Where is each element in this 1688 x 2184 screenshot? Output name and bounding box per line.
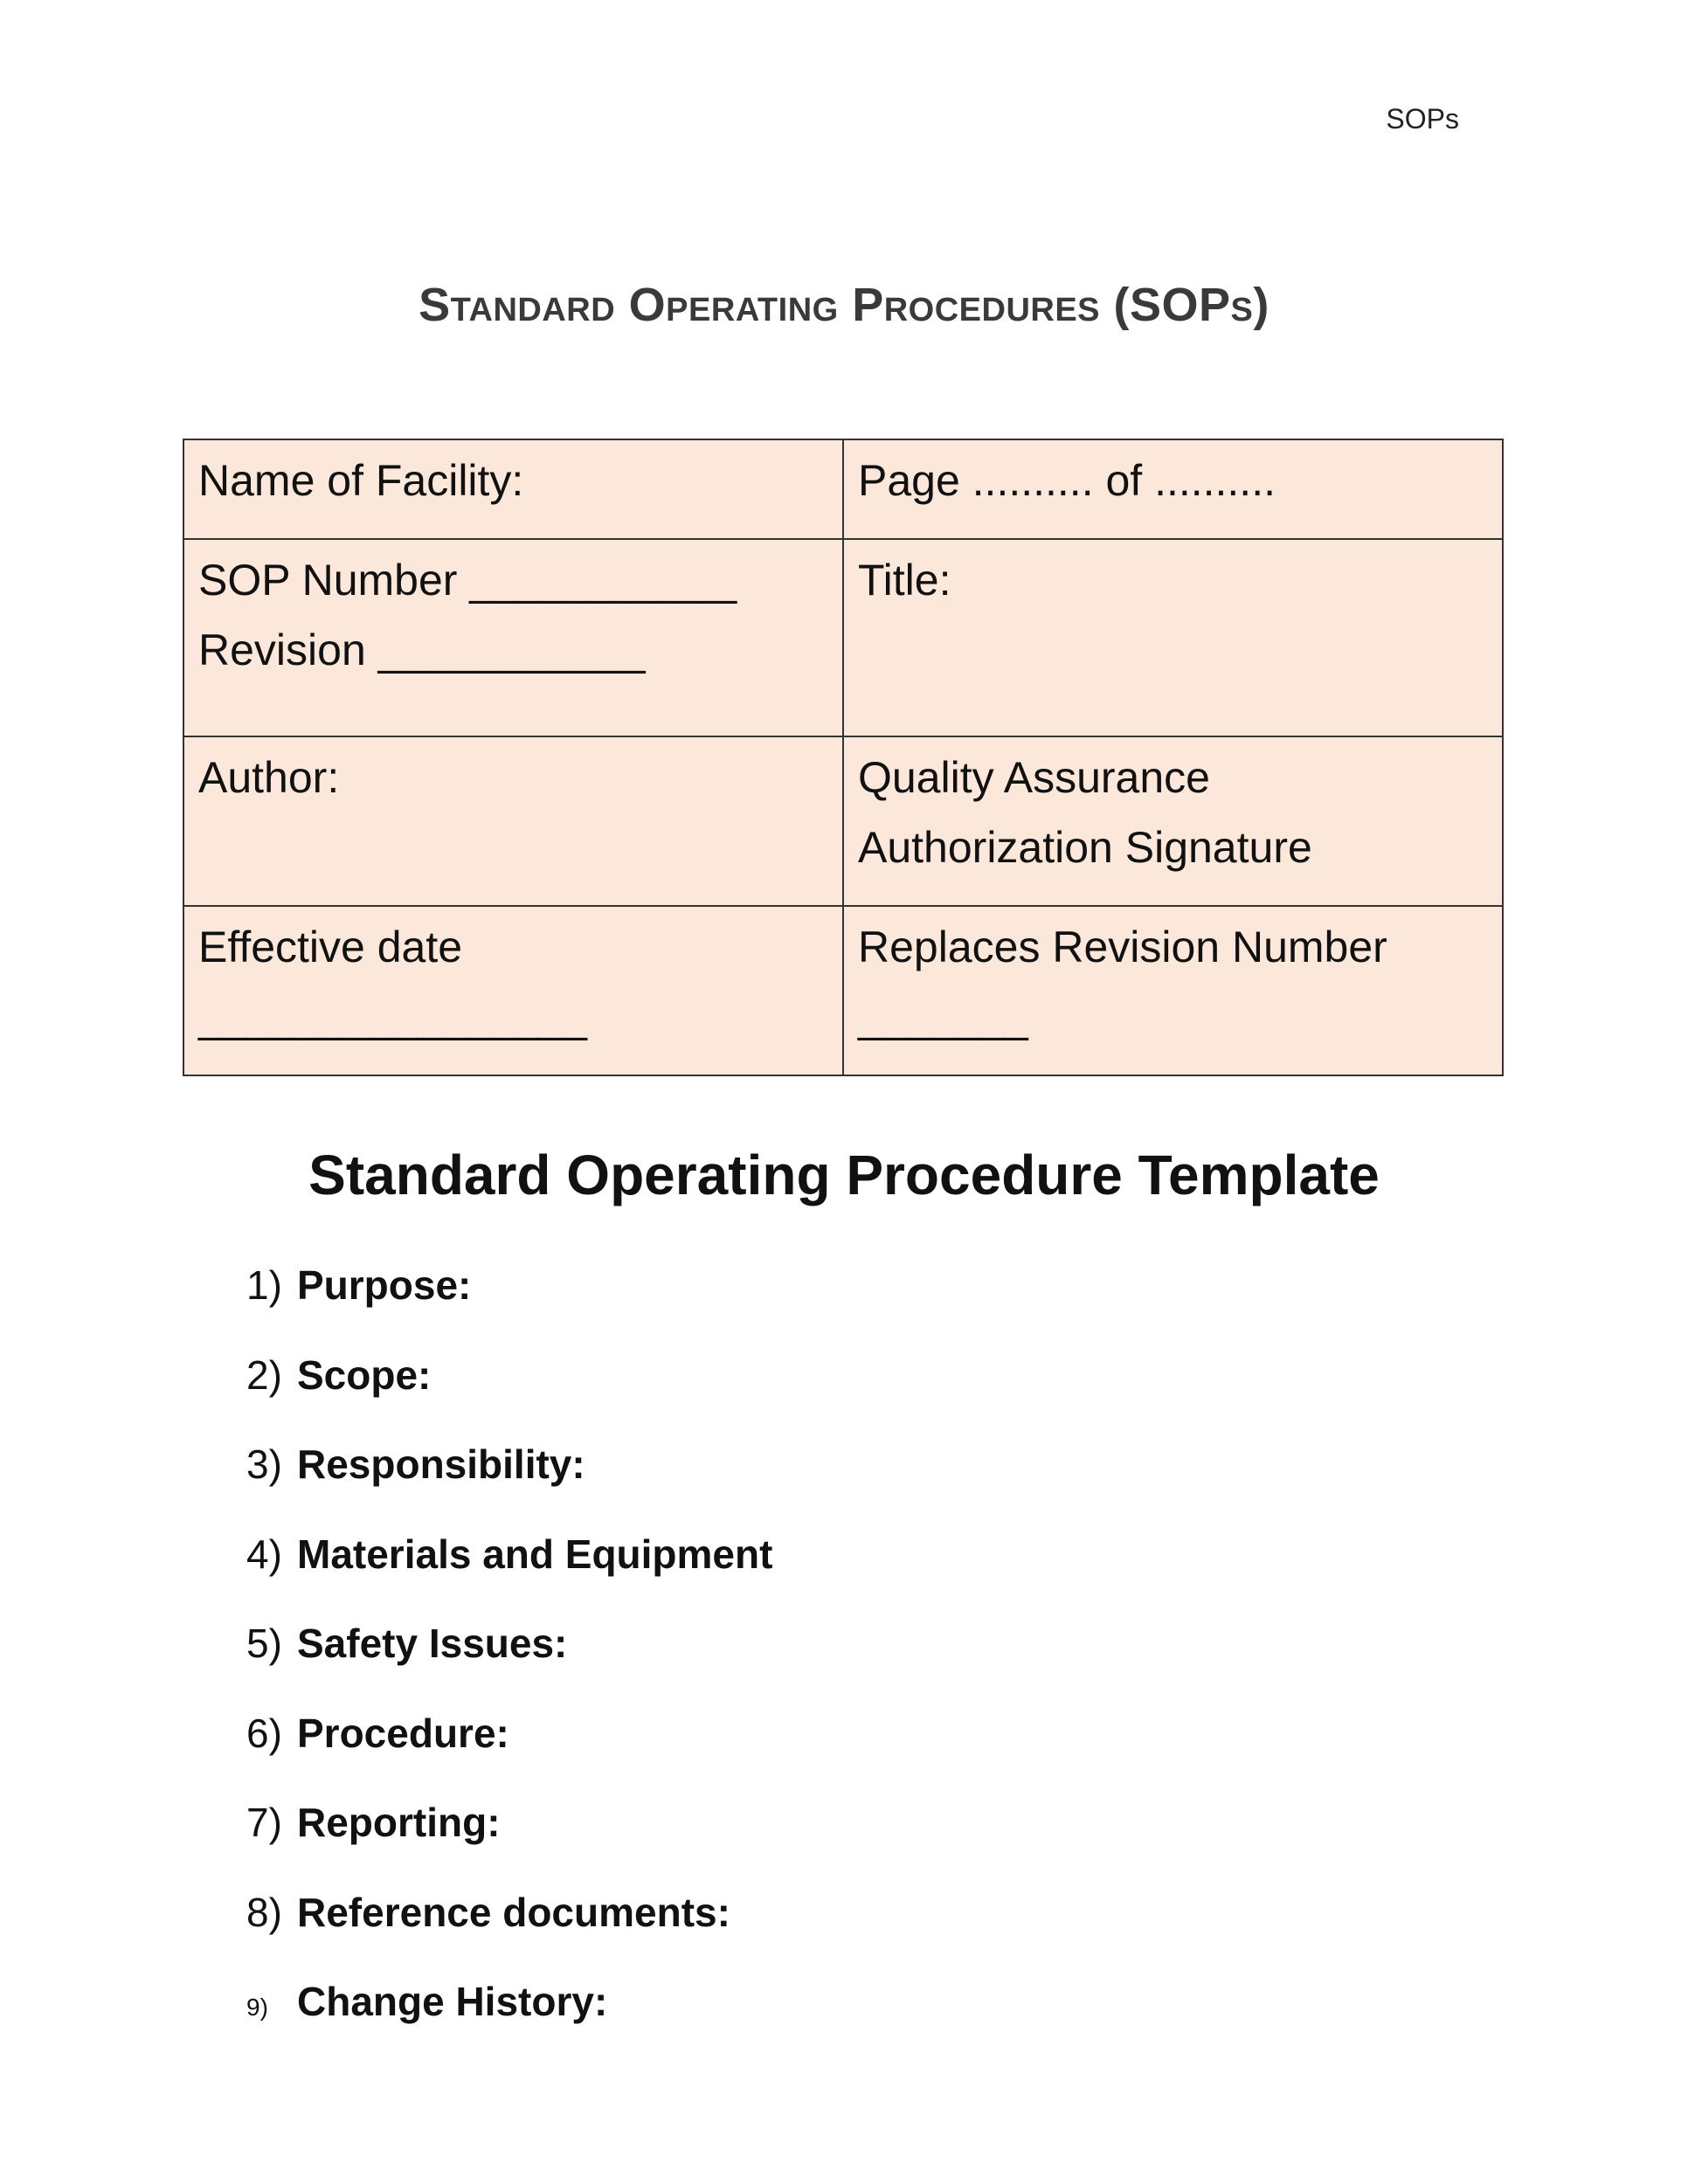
effective-date-cell (183, 906, 843, 1075)
table-row (183, 439, 1503, 539)
author-label: Author: (198, 753, 340, 802)
facility-name-label: Name of Facility: (198, 456, 524, 505)
page-header-tag: SOPs (1386, 103, 1459, 135)
list-item (246, 1778, 772, 1868)
document-title: Standard Operating Procedures (SOPs) (419, 279, 1269, 331)
table-row (183, 906, 1503, 1075)
section-label-responsibility: Responsibility: (297, 1441, 585, 1487)
section-number: 8) (246, 1889, 282, 1935)
replaces-revision-label: Replaces Revision Number (858, 923, 1387, 971)
section-number: 7) (246, 1800, 282, 1845)
section-label-materials: Materials and Equipment (297, 1531, 773, 1577)
sop-number-cell (183, 539, 843, 736)
section-label-purpose: Purpose: (297, 1262, 472, 1308)
section-number: 5) (246, 1621, 282, 1666)
list-item (246, 1599, 772, 1689)
section-number: 2) (246, 1351, 282, 1398)
page-count-cell (843, 439, 1503, 539)
section-number: 4) (246, 1531, 282, 1577)
section-label-references: Reference documents: (297, 1889, 730, 1935)
list-item (246, 1957, 772, 2047)
sop-number-label: SOP Number ___________ (198, 556, 737, 605)
page-count-label: Page .......... of .......... (858, 456, 1276, 505)
effective-date-blank: ________________ (198, 992, 587, 1041)
sop-info-table (183, 439, 1504, 1076)
effective-date-label: Effective date (198, 923, 463, 971)
title-cell (843, 539, 1503, 736)
section-label-scope: Scope: (297, 1351, 432, 1398)
list-item (246, 1420, 772, 1510)
section-number: 1) (246, 1262, 282, 1308)
author-cell (183, 736, 843, 906)
list-item (246, 1510, 772, 1600)
section-list (246, 1241, 772, 2047)
table-row (183, 736, 1503, 906)
list-item (246, 1868, 772, 1958)
section-number: 3) (246, 1441, 282, 1487)
section-label-reporting: Reporting: (297, 1800, 501, 1845)
section-label-procedure: Procedure: (297, 1710, 509, 1756)
section-label-safety: Safety Issues: (297, 1621, 568, 1666)
template-title: Standard Operating Procedure Template (308, 1144, 1380, 1206)
list-item (246, 1689, 772, 1779)
list-item (246, 1330, 772, 1420)
section-label-change-history: Change History: (297, 1979, 608, 2024)
section-number: 9) (246, 1994, 268, 2021)
authorization-signature-label: Authorization Signature (858, 823, 1312, 872)
replaces-revision-blank: _______ (858, 992, 1028, 1041)
revision-label: Revision ___________ (198, 625, 646, 674)
section-number: 6) (246, 1710, 282, 1756)
replaces-revision-cell (843, 906, 1503, 1075)
qa-signature-cell (843, 736, 1503, 906)
table-row (183, 539, 1503, 736)
facility-name-cell (183, 439, 843, 539)
title-label: Title: (858, 556, 951, 605)
list-item (246, 1241, 772, 1330)
qa-label: Quality Assurance (858, 753, 1210, 802)
